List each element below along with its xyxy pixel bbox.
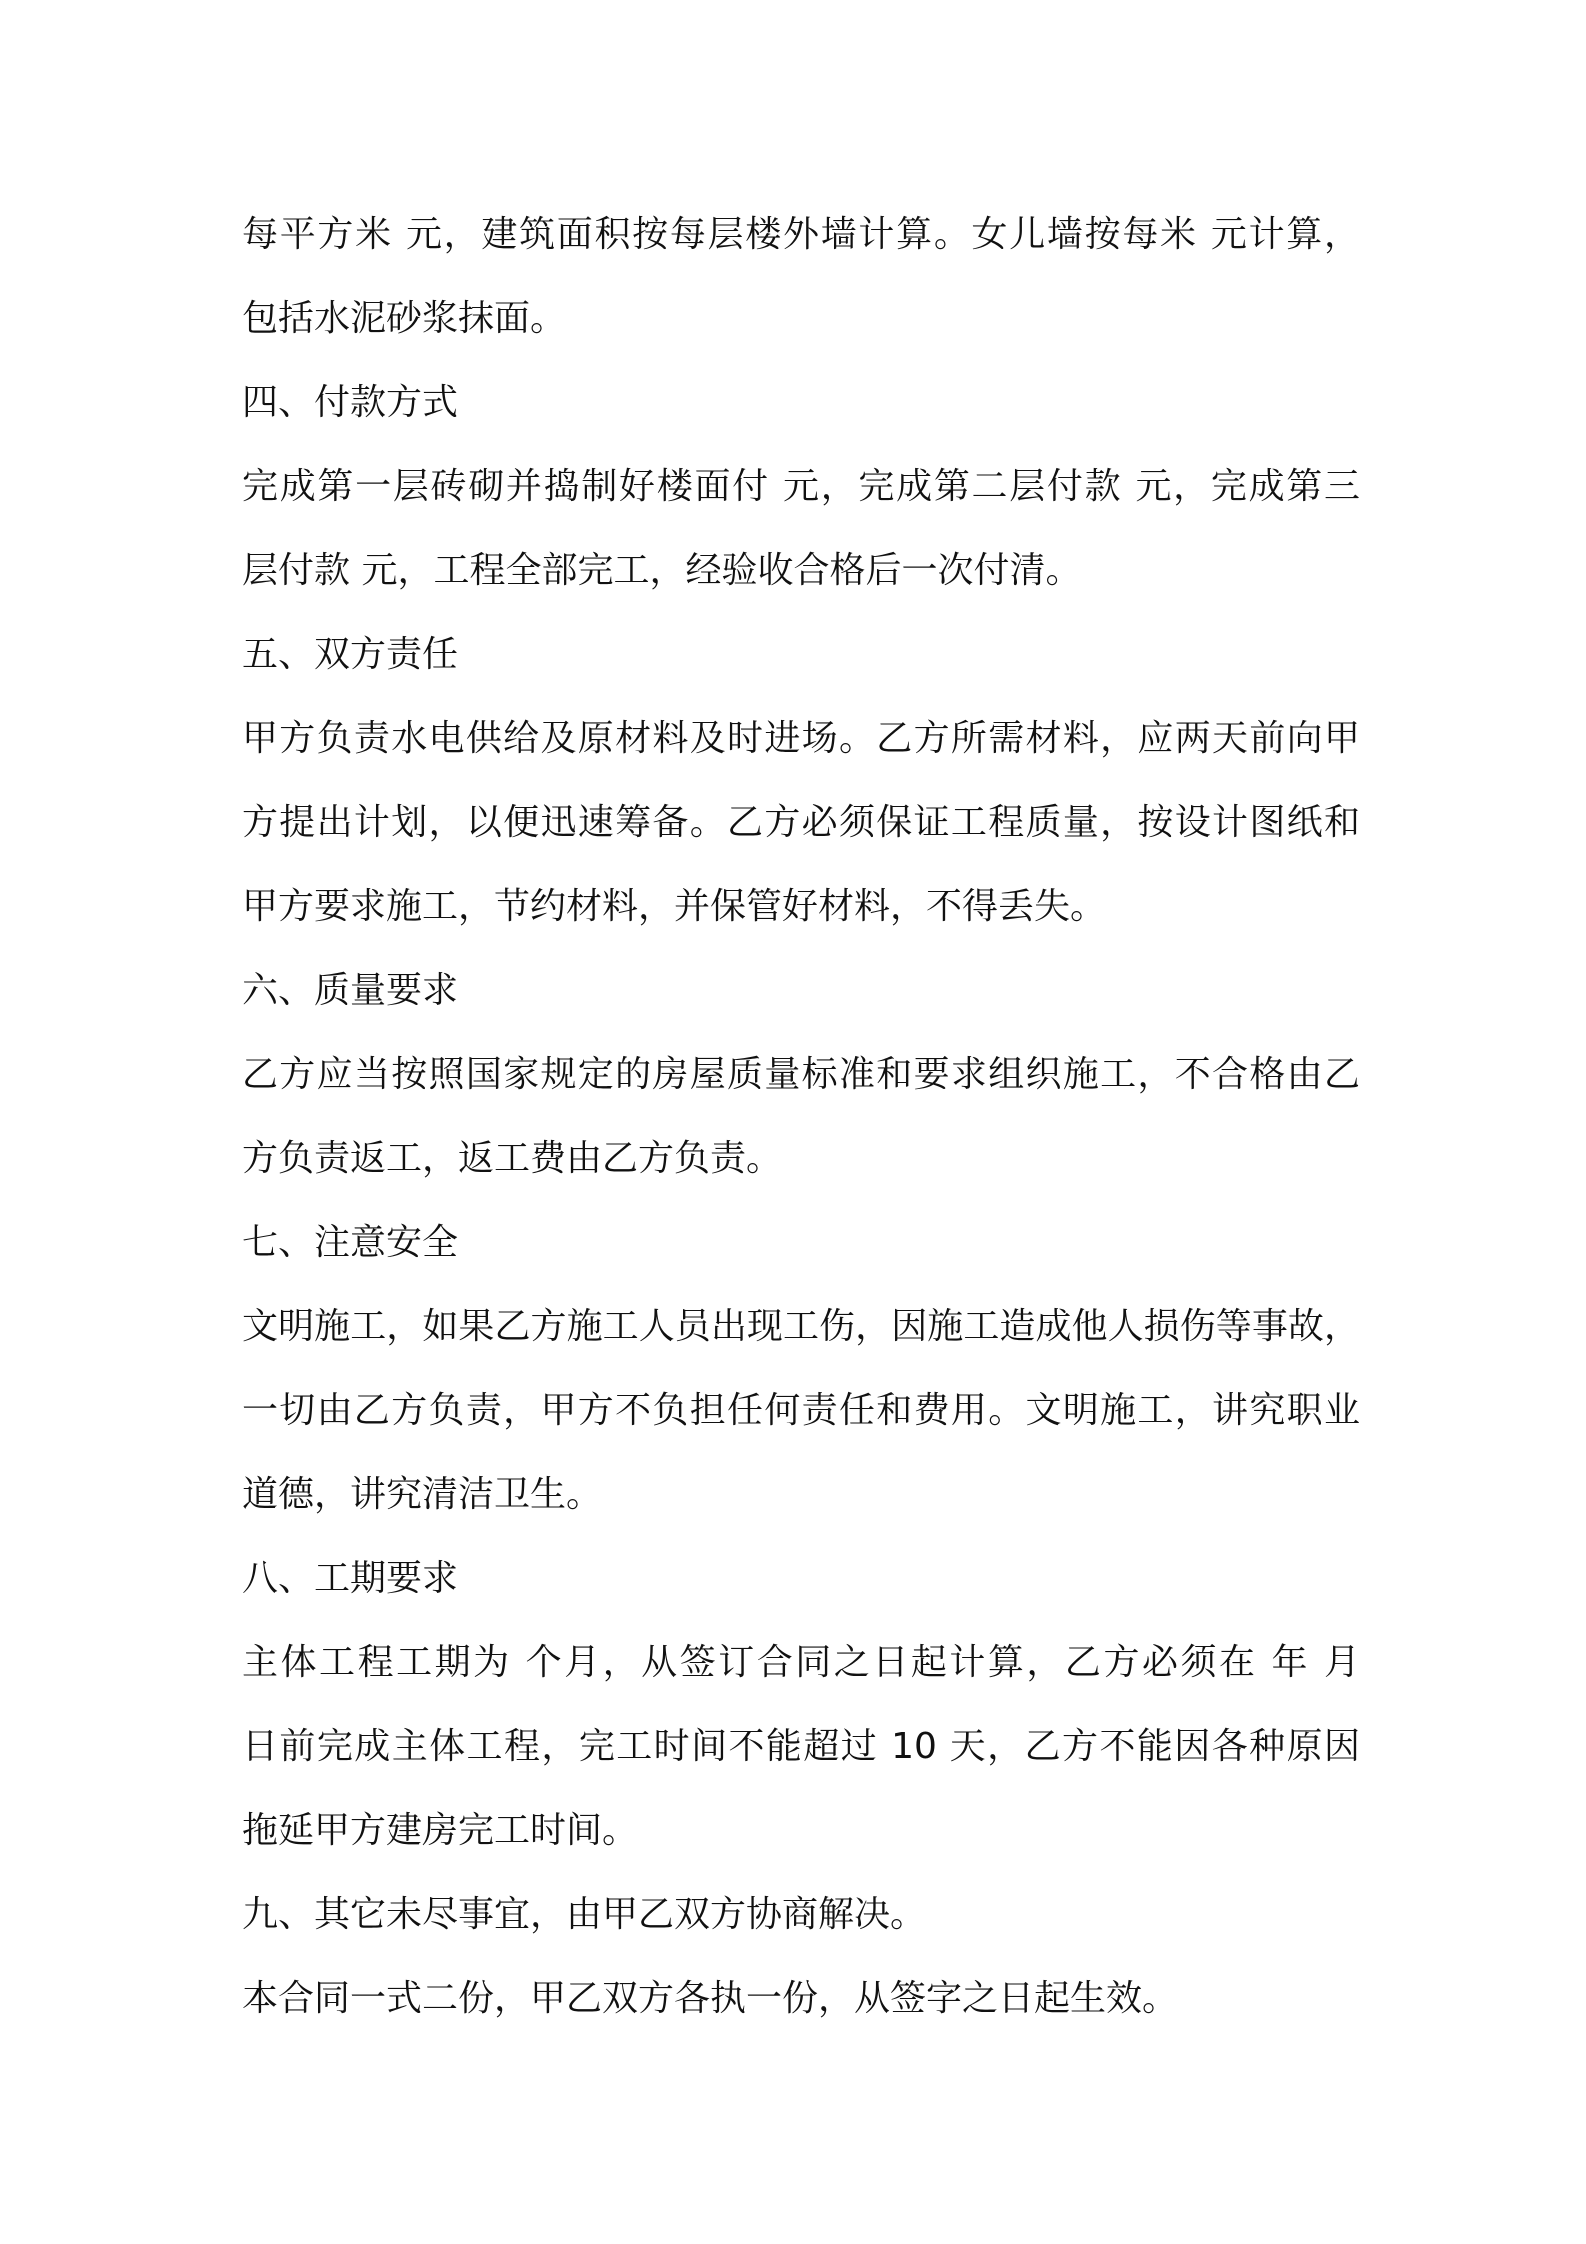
paragraph-line: 文明施工，如果乙方施工人员出现工伤，因施工造成他人损伤等事故， xyxy=(242,1306,1360,1347)
paragraph-line: 层付款 元，工程全部完工，经验收合格后一次付清。 xyxy=(242,550,1082,591)
paragraph-line: 一切由乙方负责，甲方不负担任何责任和费用。文明施工，讲究职业 xyxy=(242,1390,1360,1431)
paragraph-line: 本合同一式二份，甲乙双方各执一份，从签字之日起生效。 xyxy=(242,1978,1179,2019)
paragraph-line: 每平方米 元，建筑面积按每层楼外墙计算。女儿墙按每米 元计算， xyxy=(242,214,1360,255)
paragraph-line: 乙方应当按照国家规定的房屋质量标准和要求组织施工，不合格由乙 xyxy=(242,1054,1360,1095)
paragraph-line: 包括水泥砂浆抹面。 xyxy=(242,298,567,339)
section-heading: 七、注意安全 xyxy=(242,1222,459,1263)
section-heading: 五、双方责任 xyxy=(242,634,459,675)
paragraph-line: 方提出计划，以便迅速筹备。乙方必须保证工程质量，按设计图纸和 xyxy=(242,802,1360,843)
paragraph-line: 方负责返工，返工费由乙方负责。 xyxy=(242,1138,783,1179)
paragraph-line: 拖延甲方建房完工时间。 xyxy=(242,1810,639,1851)
paragraph-line: 道德，讲究清洁卫生。 xyxy=(242,1474,603,1515)
paragraph-line: 日前完成主体工程，完工时间不能超过 10 天，乙方不能因各种原因 xyxy=(242,1726,1360,1767)
contract-page xyxy=(242,193,1360,2041)
paragraph-line: 主体工程工期为 个月，从签订合同之日起计算，乙方必须在 年 月 xyxy=(242,1642,1360,1683)
section-heading: 八、工期要求 xyxy=(242,1558,459,1599)
section-heading: 六、质量要求 xyxy=(242,970,459,1011)
paragraph-line: 甲方负责水电供给及原材料及时进场。乙方所需材料，应两天前向甲 xyxy=(242,718,1360,759)
section-heading: 九、其它未尽事宜，由甲乙双方协商解决。 xyxy=(242,1894,927,1935)
paragraph-line: 甲方要求施工，节约材料，并保管好材料，不得丢失。 xyxy=(242,886,1107,927)
section-heading: 四、付款方式 xyxy=(242,382,459,423)
paragraph-line: 完成第一层砖砌并捣制好楼面付 元，完成第二层付款 元，完成第三 xyxy=(242,466,1360,507)
